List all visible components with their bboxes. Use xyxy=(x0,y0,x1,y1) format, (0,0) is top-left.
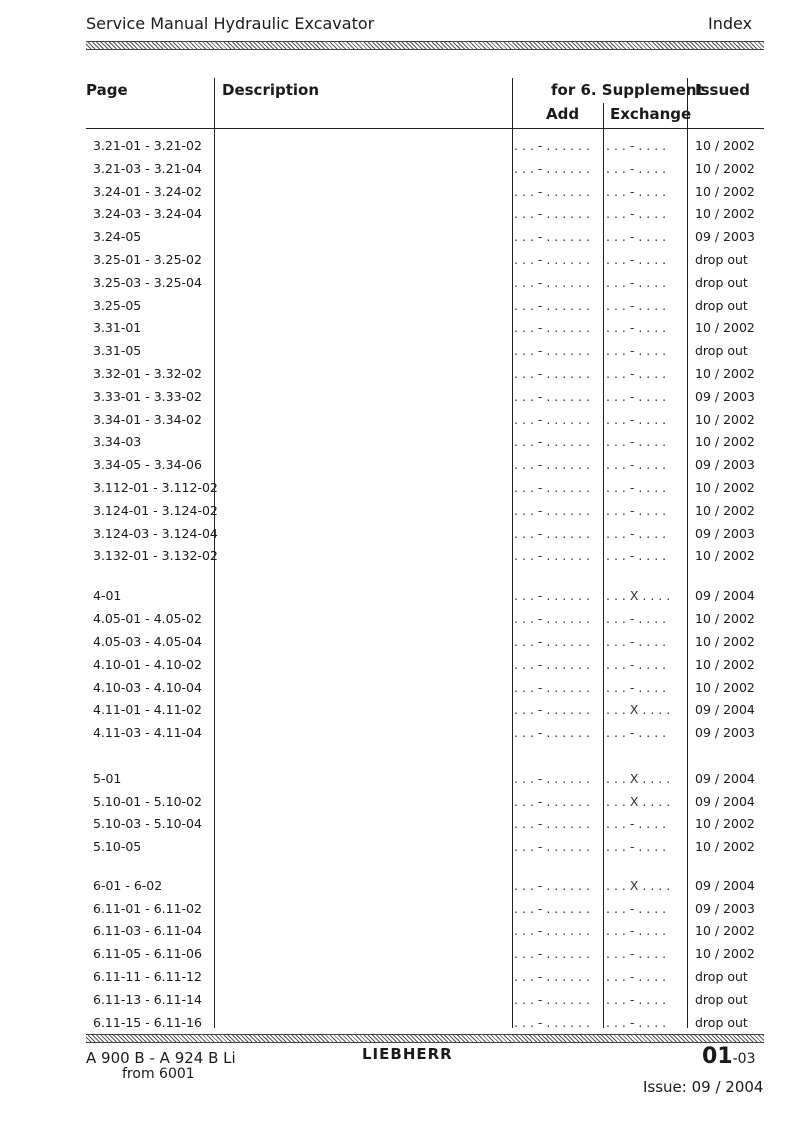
row-page-range: 5.10-03 - 5.10-04 xyxy=(93,816,202,832)
row-add-value: - xyxy=(537,502,543,518)
table-row xyxy=(0,901,794,923)
row-page-range: 3.112-01 - 3.112-02 xyxy=(93,480,218,495)
row-issued: 09 / 2003 xyxy=(695,525,755,541)
row-add-mark: . . . - . . . . . . xyxy=(514,548,591,564)
row-add-value: - xyxy=(537,611,543,627)
row-add-value: - xyxy=(537,206,543,222)
row-add-mark: . . . - . . . . . . xyxy=(514,160,591,176)
row-page-range: 3.24-03 - 3.24-04 xyxy=(93,206,202,222)
table-row xyxy=(0,816,794,838)
row-add-value: - xyxy=(537,457,543,473)
row-issued: drop out xyxy=(695,991,748,1007)
row-issued: drop out xyxy=(695,1014,748,1030)
row-add-mark: . . . - . . . . . . xyxy=(514,366,591,381)
row-page-range: 3.24-05 xyxy=(93,229,142,245)
add-column-header: Add xyxy=(546,105,580,123)
row-page-range: 3.24-01 - 3.24-02 xyxy=(93,183,202,199)
row-exchange-mark: . . . - . . . . xyxy=(606,138,667,153)
row-page-range: 3.21-01 - 3.21-02 xyxy=(93,138,202,153)
row-issued: 09 / 2003 xyxy=(695,457,755,473)
row-issued: 09 / 2004 xyxy=(695,877,755,893)
row-add-mark: . . . - . . . . . . xyxy=(514,229,591,245)
row-exchange-value: - xyxy=(629,183,635,199)
row-add-mark: . . . - . . . . . . xyxy=(514,1014,591,1030)
row-exchange-value: - xyxy=(629,206,635,222)
row-exchange-mark: . . . - . . . . xyxy=(606,297,667,313)
row-issued: drop out xyxy=(695,343,748,359)
row-issued: 10 / 2002 xyxy=(695,206,755,222)
row-exchange-mark: . . . - . . . . xyxy=(606,229,667,245)
row-add-mark: . . . - . . . . . . xyxy=(514,656,591,672)
row-exchange-value: - xyxy=(629,160,635,176)
row-add-value: - xyxy=(537,633,543,649)
row-add-mark: . . . - . . . . . . xyxy=(514,679,591,695)
header-divider xyxy=(86,128,764,129)
row-page-range: 5.10-05 xyxy=(93,839,142,855)
row-add-mark: . . . - . . . . . . xyxy=(514,525,591,541)
row-page-range: 5.10-01 - 5.10-02 xyxy=(93,793,202,809)
row-add-value: - xyxy=(537,229,543,245)
row-exchange-value: - xyxy=(629,434,635,450)
document-title: Service Manual Hydraulic Excavator xyxy=(86,14,375,33)
row-add-value: - xyxy=(537,725,543,741)
row-add-mark: . . . - . . . . . . xyxy=(514,320,591,336)
row-add-mark: . . . - . . . . . . xyxy=(514,343,591,359)
row-page-range: 3.25-01 - 3.25-02 xyxy=(93,252,202,267)
row-exchange-value: - xyxy=(629,923,635,939)
row-page-range: 4.11-01 - 4.11-02 xyxy=(93,702,202,718)
row-exchange-mark: . . . - . . . . xyxy=(606,457,667,473)
table-row xyxy=(0,457,794,479)
row-add-mark: . . . - . . . . . . xyxy=(514,588,591,604)
row-page-range: 6-01 - 6-02 xyxy=(93,877,163,893)
row-exchange-value: - xyxy=(629,525,635,541)
row-add-mark: . . . - . . . . . . xyxy=(514,991,591,1007)
row-exchange-mark: . . . X . . . . xyxy=(606,702,671,718)
row-issued: 10 / 2002 xyxy=(695,411,755,427)
row-add-value: - xyxy=(537,274,543,290)
table-row xyxy=(0,946,794,968)
row-page-range: 4.05-01 - 4.05-02 xyxy=(93,611,202,627)
row-issued: 10 / 2002 xyxy=(695,480,755,495)
row-exchange-mark: . . . - . . . . xyxy=(606,434,667,450)
row-exchange-mark: . . . - . . . . xyxy=(606,411,667,427)
row-exchange-mark: . . . X . . . . xyxy=(606,588,671,604)
table-row xyxy=(0,138,794,160)
row-exchange-value: - xyxy=(629,274,635,290)
table-row xyxy=(0,184,794,206)
row-exchange-mark: . . . X . . . . xyxy=(606,793,671,809)
table-row xyxy=(0,611,794,633)
row-add-mark: . . . - . . . . . . xyxy=(514,946,591,962)
row-issued: 10 / 2002 xyxy=(695,946,755,962)
row-page-range: 4.05-03 - 4.05-04 xyxy=(93,633,202,649)
row-page-range: 3.124-01 - 3.124-02 xyxy=(93,502,218,518)
row-page-range: 3.25-03 - 3.25-04 xyxy=(93,274,202,290)
row-add-value: - xyxy=(537,366,543,381)
row-exchange-mark: . . . - . . . . xyxy=(606,1014,667,1030)
row-exchange-value: - xyxy=(629,320,635,336)
table-row xyxy=(0,548,794,570)
row-page-range: 3.31-01 xyxy=(93,320,142,336)
table-row xyxy=(0,634,794,656)
row-add-mark: . . . - . . . . . . xyxy=(514,297,591,313)
table-row xyxy=(0,771,794,793)
row-exchange-value: X xyxy=(629,588,639,604)
row-add-value: - xyxy=(537,343,543,359)
row-add-value: - xyxy=(537,411,543,427)
row-page-range: 4-01 xyxy=(93,588,122,604)
row-add-value: - xyxy=(537,793,543,809)
row-issued: drop out xyxy=(695,252,748,267)
row-issued: 09 / 2004 xyxy=(695,770,755,786)
table-row xyxy=(0,480,794,502)
row-add-value: - xyxy=(537,320,543,336)
row-add-mark: . . . - . . . . . . xyxy=(514,411,591,427)
row-add-mark: . . . - . . . . . . xyxy=(514,502,591,518)
row-add-value: - xyxy=(537,923,543,939)
row-page-range: 4.10-03 - 4.10-04 xyxy=(93,679,202,695)
row-page-range: 6.11-03 - 6.11-04 xyxy=(93,923,202,939)
row-add-mark: . . . - . . . . . . xyxy=(514,206,591,222)
row-exchange-value: - xyxy=(629,633,635,649)
row-exchange-value: X xyxy=(629,877,639,893)
row-exchange-value: - xyxy=(629,991,635,1007)
row-issued: 10 / 2002 xyxy=(695,611,755,627)
row-issued: 09 / 2004 xyxy=(695,793,755,809)
row-issued: 10 / 2002 xyxy=(695,548,755,564)
row-page-range: 6.11-05 - 6.11-06 xyxy=(93,946,202,962)
row-exchange-value: - xyxy=(629,252,635,267)
row-add-value: - xyxy=(537,160,543,176)
table-row xyxy=(0,992,794,1014)
row-issued: 09 / 2004 xyxy=(695,702,755,718)
row-issued: 09 / 2004 xyxy=(695,588,755,604)
table-row xyxy=(0,298,794,320)
table-row xyxy=(0,526,794,548)
row-exchange-value: - xyxy=(629,656,635,672)
row-add-value: - xyxy=(537,679,543,695)
row-exchange-value: - xyxy=(629,229,635,245)
row-exchange-value: - xyxy=(629,969,635,985)
row-add-mark: . . . - . . . . . . xyxy=(514,793,591,809)
row-add-value: - xyxy=(537,297,543,313)
row-exchange-value: - xyxy=(629,725,635,741)
row-issued: 09 / 2003 xyxy=(695,900,755,916)
row-add-value: - xyxy=(537,252,543,267)
row-exchange-mark: . . . - . . . . xyxy=(606,900,667,916)
row-exchange-value: - xyxy=(629,839,635,855)
row-exchange-mark: . . . X . . . . xyxy=(606,770,671,786)
row-exchange-value: - xyxy=(629,1014,635,1030)
row-exchange-value: - xyxy=(629,900,635,916)
table-row xyxy=(0,343,794,365)
row-add-value: - xyxy=(537,525,543,541)
issued-column-header: Issued xyxy=(695,81,751,99)
table-row xyxy=(0,588,794,610)
brand-logo: LIEBHERR xyxy=(362,1045,453,1063)
row-issued: 10 / 2002 xyxy=(695,183,755,199)
table-row xyxy=(0,969,794,991)
row-page-range: 3.34-03 xyxy=(93,434,142,450)
row-add-value: - xyxy=(537,816,543,832)
row-add-value: - xyxy=(537,1014,543,1030)
row-add-value: - xyxy=(537,434,543,450)
row-issued: 10 / 2002 xyxy=(695,839,755,855)
row-exchange-mark: . . . - . . . . xyxy=(606,923,667,939)
row-add-value: - xyxy=(537,770,543,786)
row-add-value: - xyxy=(537,702,543,718)
table-row xyxy=(0,412,794,434)
row-exchange-mark: . . . - . . . . xyxy=(606,320,667,336)
row-add-mark: . . . - . . . . . . xyxy=(514,274,591,290)
table-row xyxy=(0,434,794,456)
row-issued: 10 / 2002 xyxy=(695,434,755,450)
row-page-range: 3.34-05 - 3.34-06 xyxy=(93,457,202,473)
table-row xyxy=(0,794,794,816)
row-exchange-value: - xyxy=(629,611,635,627)
exchange-column-header: Exchange xyxy=(610,105,692,123)
page-column-header: Page xyxy=(86,81,128,99)
row-page-range: 3.124-03 - 3.124-04 xyxy=(93,525,218,541)
table-row xyxy=(0,725,794,747)
row-exchange-mark: . . . - . . . . xyxy=(606,839,667,855)
row-issued: 10 / 2002 xyxy=(695,923,755,939)
row-add-mark: . . . - . . . . . . xyxy=(514,702,591,718)
table-row xyxy=(0,503,794,525)
row-exchange-mark: . . . - . . . . xyxy=(606,525,667,541)
row-exchange-value: X xyxy=(629,793,639,809)
row-add-mark: . . . - . . . . . . xyxy=(514,877,591,893)
row-exchange-value: - xyxy=(629,411,635,427)
row-add-value: - xyxy=(537,480,543,495)
row-exchange-value: - xyxy=(629,679,635,695)
row-issued: 10 / 2002 xyxy=(695,138,755,153)
row-add-value: - xyxy=(537,138,543,153)
row-add-mark: . . . - . . . . . . xyxy=(514,183,591,199)
row-exchange-value: - xyxy=(629,366,635,381)
row-add-value: - xyxy=(537,900,543,916)
row-page-range: 6.11-15 - 6.11-16 xyxy=(93,1014,202,1030)
row-issued: 10 / 2002 xyxy=(695,160,755,176)
row-add-value: - xyxy=(537,183,543,199)
row-issued: 09 / 2003 xyxy=(695,725,755,741)
row-add-value: - xyxy=(537,991,543,1007)
row-add-value: - xyxy=(537,839,543,855)
table-row xyxy=(0,923,794,945)
row-exchange-mark: . . . - . . . . xyxy=(606,480,667,495)
row-exchange-value: X xyxy=(629,702,639,718)
row-page-range: 6.11-11 - 6.11-12 xyxy=(93,969,202,985)
row-issued: 10 / 2002 xyxy=(695,366,755,381)
table-row xyxy=(0,320,794,342)
row-exchange-value: - xyxy=(629,343,635,359)
page-number-main: 01 xyxy=(702,1044,733,1069)
row-page-range: 3.132-01 - 3.132-02 xyxy=(93,548,218,564)
row-issued: drop out xyxy=(695,274,748,290)
row-exchange-value: - xyxy=(629,297,635,313)
row-add-mark: . . . - . . . . . . xyxy=(514,923,591,939)
table-row xyxy=(0,252,794,274)
row-issued: 10 / 2002 xyxy=(695,656,755,672)
page-number xyxy=(702,1044,756,1069)
row-issued: 10 / 2002 xyxy=(695,816,755,832)
row-exchange-mark: . . . - . . . . xyxy=(606,679,667,695)
row-page-range: 3.32-01 - 3.32-02 xyxy=(93,366,202,381)
row-exchange-mark: . . . - . . . . xyxy=(606,656,667,672)
table-row xyxy=(0,680,794,702)
row-exchange-mark: . . . - . . . . xyxy=(606,183,667,199)
row-exchange-value: - xyxy=(629,502,635,518)
row-exchange-value: - xyxy=(629,946,635,962)
supplement-column-header: for 6. Supplement xyxy=(551,81,704,99)
row-add-mark: . . . - . . . . . . xyxy=(514,457,591,473)
row-issued: 10 / 2002 xyxy=(695,320,755,336)
row-add-mark: . . . - . . . . . . xyxy=(514,725,591,741)
row-exchange-value: - xyxy=(629,480,635,495)
table-row xyxy=(0,229,794,251)
row-exchange-mark: . . . - . . . . xyxy=(606,611,667,627)
row-page-range: 3.21-03 - 3.21-04 xyxy=(93,160,202,176)
model-range: A 900 B - A 924 B Li xyxy=(86,1049,236,1067)
row-exchange-mark: . . . - . . . . xyxy=(606,969,667,985)
row-add-mark: . . . - . . . . . . xyxy=(514,480,591,495)
row-page-range: 3.34-01 - 3.34-02 xyxy=(93,411,202,427)
row-exchange-mark: . . . - . . . . xyxy=(606,548,667,564)
row-page-range: 6.11-01 - 6.11-02 xyxy=(93,900,202,916)
issue-date: Issue: 09 / 2004 xyxy=(643,1078,764,1096)
row-issued: 10 / 2002 xyxy=(695,679,755,695)
section-label: Index xyxy=(708,14,753,33)
row-add-mark: . . . - . . . . . . xyxy=(514,611,591,627)
table-row xyxy=(0,366,794,388)
row-exchange-mark: . . . - . . . . xyxy=(606,274,667,290)
row-exchange-mark: . . . - . . . . xyxy=(606,633,667,649)
row-page-range: 3.33-01 - 3.33-02 xyxy=(93,388,202,404)
row-exchange-mark: . . . - . . . . xyxy=(606,206,667,222)
table-row xyxy=(0,839,794,861)
row-page-range: 6.11-13 - 6.11-14 xyxy=(93,991,202,1007)
row-page-range: 3.25-05 xyxy=(93,297,142,313)
row-add-value: - xyxy=(537,388,543,404)
row-add-mark: . . . - . . . . . . xyxy=(514,839,591,855)
row-exchange-value: X xyxy=(629,770,639,786)
row-add-value: - xyxy=(537,656,543,672)
row-page-range: 3.31-05 xyxy=(93,343,142,359)
row-add-mark: . . . - . . . . . . xyxy=(514,900,591,916)
page-number-suffix: -03 xyxy=(732,1051,756,1067)
row-issued: drop out xyxy=(695,969,748,985)
row-issued: 10 / 2002 xyxy=(695,502,755,518)
table-row xyxy=(0,206,794,228)
row-add-mark: . . . - . . . . . . xyxy=(514,969,591,985)
row-add-mark: . . . - . . . . . . xyxy=(514,816,591,832)
row-page-range: 5-01 xyxy=(93,770,122,786)
row-exchange-mark: . . . - . . . . xyxy=(606,816,667,832)
row-issued: 10 / 2002 xyxy=(695,633,755,649)
row-exchange-value: - xyxy=(629,548,635,564)
row-issued: 09 / 2003 xyxy=(695,388,755,404)
row-exchange-mark: . . . X . . . . xyxy=(606,877,671,893)
row-add-mark: . . . - . . . . . . xyxy=(514,770,591,786)
footer-rule xyxy=(86,1034,764,1043)
table-row xyxy=(0,161,794,183)
row-exchange-value: - xyxy=(629,388,635,404)
row-add-value: - xyxy=(537,588,543,604)
row-exchange-mark: . . . - . . . . xyxy=(606,388,667,404)
row-exchange-value: - xyxy=(629,138,635,153)
row-exchange-mark: . . . - . . . . xyxy=(606,991,667,1007)
table-row xyxy=(0,275,794,297)
row-page-range: 4.10-01 - 4.10-02 xyxy=(93,656,202,672)
row-issued: drop out xyxy=(695,297,748,313)
row-add-value: - xyxy=(537,877,543,893)
serial-from: from 6001 xyxy=(122,1066,195,1082)
row-add-mark: . . . - . . . . . . xyxy=(514,388,591,404)
row-exchange-mark: . . . - . . . . xyxy=(606,946,667,962)
row-page-range: 4.11-03 - 4.11-04 xyxy=(93,725,202,741)
row-add-mark: . . . - . . . . . . xyxy=(514,252,591,267)
row-exchange-value: - xyxy=(629,457,635,473)
table-row xyxy=(0,657,794,679)
row-add-value: - xyxy=(537,946,543,962)
table-row xyxy=(0,389,794,411)
row-exchange-value: - xyxy=(629,816,635,832)
row-add-mark: . . . - . . . . . . xyxy=(514,633,591,649)
row-exchange-mark: . . . - . . . . xyxy=(606,725,667,741)
row-add-mark: . . . - . . . . . . xyxy=(514,434,591,450)
row-exchange-mark: . . . - . . . . xyxy=(606,343,667,359)
row-add-value: - xyxy=(537,548,543,564)
table-row xyxy=(0,702,794,724)
row-issued: 09 / 2003 xyxy=(695,229,755,245)
table-row xyxy=(0,878,794,900)
row-add-value: - xyxy=(537,969,543,985)
row-exchange-mark: . . . - . . . . xyxy=(606,252,667,267)
row-add-mark: . . . - . . . . . . xyxy=(514,138,591,153)
row-exchange-mark: . . . - . . . . xyxy=(606,502,667,518)
row-exchange-mark: . . . - . . . . xyxy=(606,366,667,381)
description-column-header: Description xyxy=(222,81,320,99)
header-rule xyxy=(86,41,764,50)
row-exchange-mark: . . . - . . . . xyxy=(606,160,667,176)
